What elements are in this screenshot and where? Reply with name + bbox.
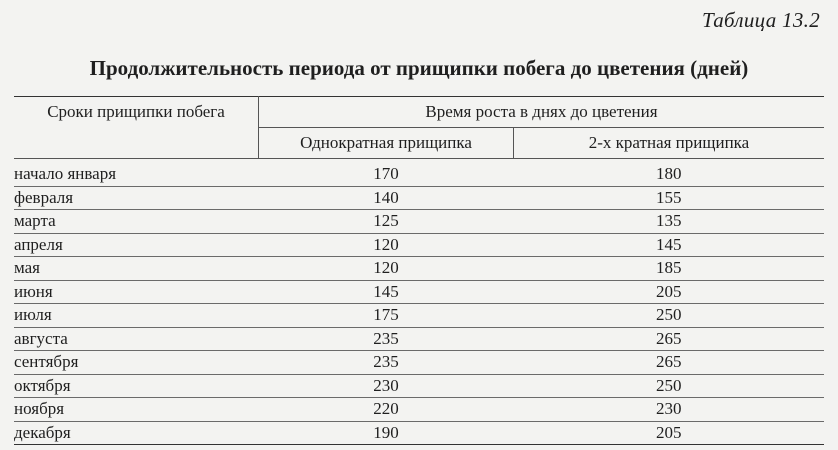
table-row [14, 398, 824, 422]
header-group: Время роста в днях до цветения [259, 97, 825, 128]
cell-single: 220 [259, 398, 514, 422]
cell-double: 205 [514, 280, 825, 304]
table-body [14, 159, 824, 445]
cell-single: 235 [259, 327, 514, 351]
table-row [14, 304, 824, 328]
table-row [14, 351, 824, 375]
cell-term: марта [14, 210, 259, 234]
table-row [14, 257, 824, 281]
cell-single: 120 [259, 233, 514, 257]
cell-double: 250 [514, 374, 825, 398]
cell-term: августа [14, 327, 259, 351]
table-row [14, 280, 824, 304]
cell-term: мая [14, 257, 259, 281]
cell-double: 265 [514, 351, 825, 375]
cell-double: 135 [514, 210, 825, 234]
cell-single: 120 [259, 257, 514, 281]
cell-single: 230 [259, 374, 514, 398]
cell-single: 170 [259, 159, 514, 187]
cell-double: 265 [514, 327, 825, 351]
table-title: Продолжительность периода от прищипки побега до цветения (дней) [89, 56, 749, 80]
header-row-2 [14, 128, 824, 159]
cell-double: 185 [514, 257, 825, 281]
header-term: Сроки прищипки побега [14, 97, 259, 128]
table-row [14, 210, 824, 234]
cell-single: 145 [259, 280, 514, 304]
cell-double: 155 [514, 186, 825, 210]
header-single: Однократная прищипка [259, 128, 514, 159]
cell-single: 190 [259, 421, 514, 445]
cell-term: ноября [14, 398, 259, 422]
table-row [14, 233, 824, 257]
table-row [14, 159, 824, 187]
table-row [14, 327, 824, 351]
cell-single: 235 [259, 351, 514, 375]
cell-single: 125 [259, 210, 514, 234]
cell-term: начало января [14, 159, 259, 187]
cell-term: июня [14, 280, 259, 304]
cell-double: 180 [514, 159, 825, 187]
cell-double: 250 [514, 304, 825, 328]
cell-single: 175 [259, 304, 514, 328]
cell-double: 230 [514, 398, 825, 422]
data-table [14, 96, 824, 445]
cell-term: апреля [14, 233, 259, 257]
cell-term: декабря [14, 421, 259, 445]
table-row [14, 374, 824, 398]
header-row-1 [14, 97, 824, 128]
cell-double: 205 [514, 421, 825, 445]
cell-term: февраля [14, 186, 259, 210]
header-double: 2-х кратная прищипка [514, 128, 825, 159]
cell-term: октября [14, 374, 259, 398]
table-row [14, 421, 824, 445]
cell-term: сентября [14, 351, 259, 375]
table-row [14, 186, 824, 210]
cell-term: июля [14, 304, 259, 328]
table-number: Таблица 13.2 [702, 8, 820, 32]
cell-single: 140 [259, 186, 514, 210]
cell-double: 145 [514, 233, 825, 257]
header-term-blank [14, 128, 259, 159]
